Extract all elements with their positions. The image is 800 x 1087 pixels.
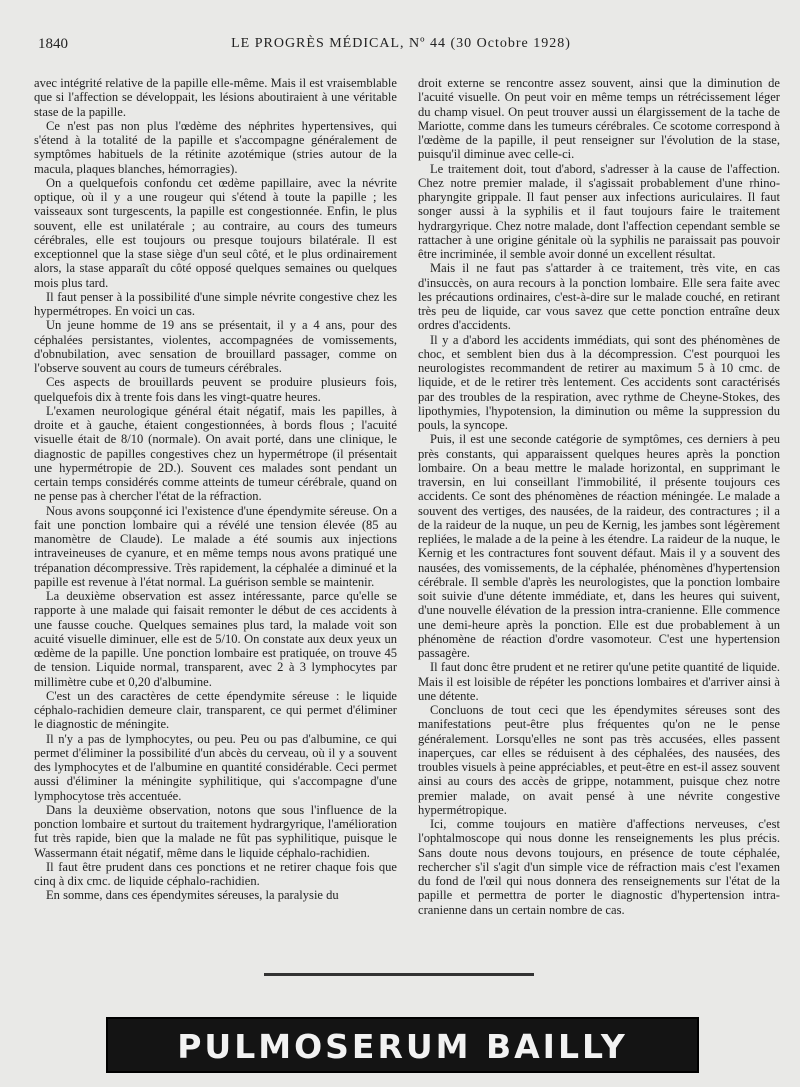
paragraph: Il faut penser à la possibilité d'une simple névrite congestive chez les hypermétropes. En voici un cas. <box>34 289 397 318</box>
running-title: LE PROGRÈS MÉDICAL, Nº 44 (30 Octobre 1928) <box>231 36 571 51</box>
paragraph: Il y a d'abord les accidents immédiats, qui sont des phénomènes de choc, et semblent bien dus à la décompression. C'est pourquoi les neurologistes recommandent de retirer au maximum 5 à 10 cmc. de liquide, et de le retirer très lentement. Ces accidents sont caractérisés par des troubles de la respiration, avec rythme de Cheyne-Stokes, des lipothymies, l'hypotension, la diminution ou même la suppression du pouls, la syncope. <box>418 332 780 432</box>
paragraph: Ici, comme toujours en matière d'affections nerveuses, c'est l'ophtalmoscope qui nous donne les renseignements les plus précis. Sans doute nous devons toujours, en présence de toute céphalée, rechercher s'il s'agit d'un simple vice de réfraction mais c'est l'examen du fond de l'œil qui nous donnera des renseignements sur l'état de la papille et permettra de porter le diagnostic d'hypertension intra-cranienne dans un certain nombre de cas. <box>418 817 780 917</box>
paragraph: La deuxième observation est assez intéressante, parce qu'elle se rapporte à une malade qui faisait remonter le début de ces accidents à une fausse couche. Quelques semaines plus tard, la malade voit son acuité visuelle diminuer, elle est de 5/10. On constate aux deux yeux un œdème de la papille. Une ponction lombaire est pratiquée, on trouve 45 de tension. Liquide normal, transparent, avec 2 à 3 lymphocytes par millimètre cube et 0,20 d'albumine. <box>34 589 397 689</box>
paragraph: Concluons de tout ceci que les épendymites séreuses sont des manifestations peut-être plus fréquentes qu'on ne le pense généralement. Lorsqu'elles ne sont pas très accusées, elles passent inaperçues, car elles se réduisent à des céphalées, des nausées, des troubles visuels à peine appréciables, et peut-être en est-il assez souvent ainsi au cours des accès de grippe, notamment, puisque chez notre premier malade, on avait pensé à une névrite congestive hypermétropique. <box>418 703 780 817</box>
paragraph: Dans la deuxième observation, notons que sous l'influence de la ponction lombaire et surtout du traitement hydrargyrique, l'amélioration fut très rapide, bien que la malade ne fût pas syphilitique, puisque le Wassermann était négatif, même dans le liquide céphalo-rachidien. <box>34 802 397 860</box>
paragraph: Il faut être prudent dans ces ponctions et ne retirer chaque fois que cinq à dix cmc. de liquide céphalo-rachidien. <box>34 859 397 888</box>
section-divider <box>264 973 534 976</box>
paragraph: Il n'y a pas de lymphocytes, ou peu. Peu ou pas d'albumine, ce qui permet d'éliminer la possibilité d'un abcès du cerveau, où il y a souvent des lymphocytes et de l'albumine en quantité considérable. Ceci permet aussi d'éliminer la méningite syphilitique, qui s'accompagne d'une lymphocytose très accentuée. <box>34 731 397 803</box>
page-header <box>38 36 764 58</box>
advertisement-text: PULMOSERUM BAILLY <box>177 1027 628 1066</box>
advertisement-banner <box>106 1017 699 1073</box>
paragraph: C'est un des caractères de cette épendymite séreuse : le liquide céphalo-rachidien demeure clair, transparent, ce qui permet d'éliminer le diagnostic de méningite. <box>34 688 397 732</box>
paragraph: Il faut donc être prudent et ne retirer qu'une petite quantité de liquide. Mais il est loisible de répéter les ponctions lombaires et d'arriver ainsi à une détente. <box>418 660 780 703</box>
paragraph: avec intégrité relative de la papille elle-même. Mais il est vraisemblable que si l'affection se développait, les lésions aboutiraient à une véritable stase de la papille. <box>34 76 397 119</box>
paragraph: Nous avons soupçonné ici l'existence d'une épendymite séreuse. On a fait une ponction lombaire qui a révélé une tension élevée (85 au manomètre de Claude). Le malade a été soumis aux injections intraveineuses de cyanure, et en même temps nous avons pratiqué une trépanation décompressive. Très rapidement, la céphalée a diminué et la papille est revenue à l'état normal. La guérison semble se maintenir. <box>34 503 397 589</box>
paragraph: Mais il ne faut pas s'attarder à ce traitement, très vite, en cas d'insuccès, on aura recours à la ponction lombaire. Elle sera faite avec les précautions ordinaires, c'est-à-dire sur le malade couché, en retirant très peu de liquide, car vous savez que cette ponction entraîne deux ordres d'accidents. <box>418 261 780 333</box>
left-column <box>34 76 397 903</box>
paragraph: Puis, il est une seconde catégorie de symptômes, ces derniers à peu près constants, qui apparaissent quelques heures après la ponction lombaire. On a beau mettre le malade horizontal, en supprimant le traversin, en lui conseillant l'immobilité, il présente toujours ces accidents. Ce sont des phénomènes de réaction méningée. Le malade a souvent des vertiges, des nausées, de la raideur, des contractures ; il a de la raideur de la nuque, un peu de Kernig, les jambes sont légèrement repliées, le malade a de la peine à les étendre. La raideur de la nuque, le Kernig et les contractures font souvent défaut. Mais il y a souvent des nausées, des vomissements, de la céphalée, phénomènes d'hypertension cérébrale. Il semble d'après les neurologistes, que la ponction lombaire soit suivie d'une détente immédiate, et, dans les heures qui suivent, d'une nouvelle élévation de la pression intra-cranienne. Elle commence une demi-heure après la ponction. Elle est due probablement à un phénomène de réaction d'ordre vasomoteur. C'est une hypertension passagère. <box>418 432 780 660</box>
paragraph: Le traitement doit, tout d'abord, s'adresser à la cause de l'affection. Chez notre premier malade, il s'agissait probablement d'une rhino-pharyngite grippale. Il faut penser aux infections auriculaires. Il faut songer aussi à la syphilis et il faut toujours faire le traitement hydrargyrique. Chez notre malade, dont l'affection cependant semble se rattacher à une origine génitale où la syphilis ne paraissait pas pouvoir être incriminée, il semble avoir donné un excellent résultat. <box>418 161 780 261</box>
paragraph: L'examen neurologique général était négatif, mais les papilles, à droite et à gauche, étaient congestionnées, à bords flous ; l'acuité visuelle était de 8/10 (normale). On avait porté, dans une clinique, le diagnostic de papilles congestives chez un hypermétrope (il présentait une hypermétropie de 2D.). Souvent ces malades sont pendant un certain temps considérés comme atteints de tumeur cérébrale, quand on ne pense pas à chercher l'état de la réfraction. <box>34 403 397 504</box>
paragraph: Un jeune homme de 19 ans se présentait, il y a 4 ans, pour des céphalées persistantes, violentes, accompagnées de vomissements, d'obnubilation, avec sensation de brouillard passager, comme on l'observe souvent au cours de tumeurs cérébrales. <box>34 318 397 375</box>
paragraph: Ces aspects de brouillards peuvent se produire plusieurs fois, quelquefois dix à trente fois dans les vingt-quatre heures. <box>34 375 397 404</box>
paragraph: En somme, dans ces épendymites séreuses, la paralysie du <box>46 888 339 903</box>
page-number: 1840 <box>38 36 68 52</box>
paragraph: droit externe se rencontre assez souvent, ainsi que la diminution de l'acuité visuelle. On peut voir en même temps un rétrécissement léger du champ visuel. On peut trouver aussi un élargissement de la tache de Mariotte, comme dans les tumeurs cérébrales. Ce scotome correspond à l'œdème de la papille, il peut renseigner sur l'évolution de la stase, puisqu'il diminue avec celle-ci. <box>418 76 780 162</box>
paragraph: On a quelquefois confondu cet œdème papillaire, avec la névrite optique, où il y a une rougeur qui s'étend à toute la papille ; les vaisseaux sont turgescents, la papille est congestionnée. Enfin, le plus souvent, elle est unilatérale ; au contraire, au cours des tumeurs cérébrales, elle est toujours ou presque toujours bilatérale. Il est exceptionnel que la stase siège d'un seul côté, et le plus ordinairement alors, la stase apparaît du côté opposé quelques semaines ou quelques mois plus tard. <box>34 175 397 290</box>
paragraph: Ce n'est pas non plus l'œdème des néphrites hypertensives, qui s'étend à la totalité de la papille et s'accompagne généralement de symptômes habituels de la rétinite azotémique (stries autour de la macula, plaques blanches, hémorragies). <box>34 118 397 176</box>
right-column <box>418 76 780 917</box>
